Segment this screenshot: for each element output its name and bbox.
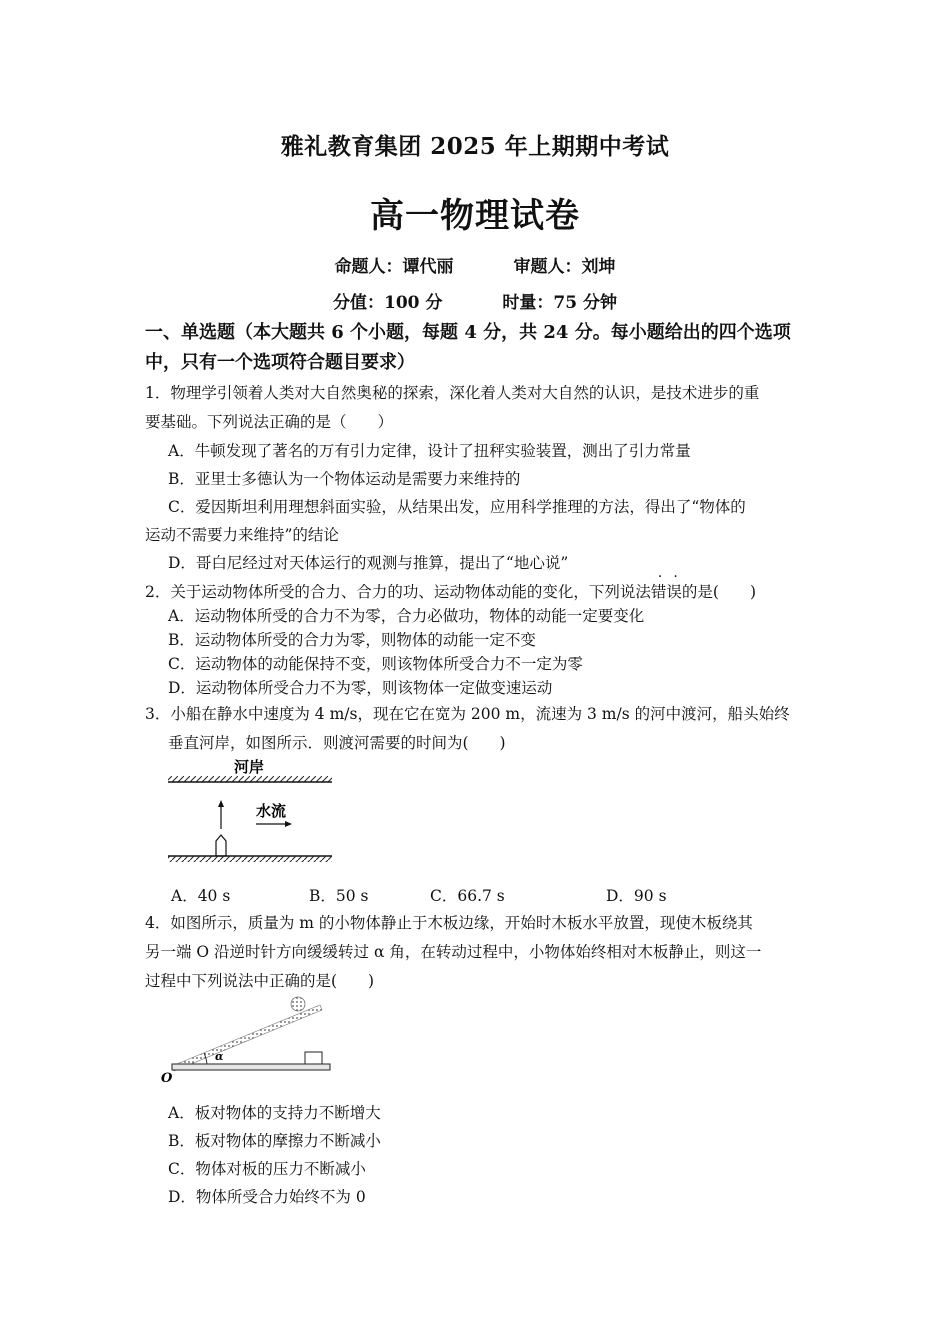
q1-stem-line2: 要基础。下列说法正确的是（ ） [145,413,394,431]
tilted-board [172,1005,322,1071]
q1-option-c-line1: C．爱因斯坦利用理想斜面实验，从结果出发，应用科学推理的方法，得出了“物体的 [168,498,746,516]
q3-option-d: D．90 s [606,887,667,905]
horizontal-board [172,1064,330,1070]
flow-arrow-head [285,821,292,827]
block-on-tilted-board [291,997,305,1011]
q2-stem-after: 的是( ) [681,583,757,601]
boat [216,835,226,856]
q1-option-c-line2: 运动不需要力来维持”的结论 [145,526,339,544]
reviewer: 审题人：刘坤 [513,257,616,277]
q2-option-d: D．运动物体所受合力不为零，则该物体一定做变速运动 [168,679,553,697]
river-bank-label: 河岸 [234,758,265,776]
river-figure [160,752,340,877]
q1-option-d: D．哥白尼经过对天体运行的观测与推算，提出了“地心说” [168,554,569,572]
upper-bank-hatch [168,776,332,782]
score: 分值：100 分 [333,293,443,313]
q3-option-c: C．66.7 s [430,887,505,905]
time: 时量：75 分钟 [502,293,617,313]
q2-stem-before: 2．关于运动物体所受的合力、合力的功、运动物体动能的变化，下列说法 [145,583,651,601]
q4-stem-line1: 4．如图所示，质量为 m 的小物体静止于木板边缘，开始时木板水平放置，现使木板绕其 [145,914,753,932]
water-flow-label: 水流 [256,802,287,820]
q2-stem [145,580,756,602]
q3-option-b: B．50 s [309,887,369,905]
lower-bank-hatch [168,856,332,862]
q4-stem-line2: 另一端 O 沿逆时针方向缓缓转过 α 角，在转动过程中，小物体始终相对木板静止，则这一 [145,943,762,961]
exam-school-title: 雅礼教育集团 2025 年上期期中考试 [280,133,670,160]
q4-option-b: B．板对物体的摩擦力不断减小 [168,1132,381,1150]
q3-stem-line1: 3．小船在静水中速度为 4 m/s，现在它在宽为 200 m，流速为 3 m/s 的河中渡河，船头始终 [145,705,790,723]
q4-stem-line3: 过程中下列说法中正确的是( ) [145,972,375,990]
score-time-line [0,288,950,313]
q4-option-a: A．板对物体的支持力不断增大 [168,1104,381,1122]
author-line [0,252,950,277]
q4-option-c: C．物体对板的压力不断减小 [168,1160,366,1178]
section-heading [145,318,815,378]
q2-option-c: C．运动物体的动能保持不变，则该物体所受合力不一定为零 [168,655,583,673]
q2-emphasis-2: 误 [666,583,682,601]
q1-option-a: A．牛顿发现了著名的万有引力定律，设计了扭秤实验装置，测出了引力常量 [168,442,691,460]
q4-option-d: D．物体所受合力始终不为 0 [168,1188,366,1206]
section-heading-line2: 中，只有一个选项符合题目要求） [145,352,415,373]
paper-title: 高一物理试卷 [370,196,580,236]
q1-stem-line1: 1．物理学引领着人类对大自然奥秘的探索，深化着人类对大自然的认识，是技术进步的重 [145,384,760,402]
angle-label: α [215,1050,224,1063]
section-heading-line1: 一、单选题（本大题共 6 个小题，每题 4 分，共 24 分。每小题给出的四个选项 [145,322,791,343]
q3-option-a: A．40 s [171,887,231,905]
origin-label: O [161,1071,173,1086]
board-figure [155,992,340,1087]
q3-stem-line2: 垂直河岸，如图所示．则渡河需要的时间为( ) [168,734,506,752]
block-on-horizontal-board [305,1052,322,1064]
q2-option-a: A．运动物体所受的合力不为零，合力必做功，物体的动能一定要变化 [168,607,645,625]
q2-option-b: B．运动物体所受的合力为零，则物体的动能一定不变 [168,631,536,649]
setter: 命题人：谭代丽 [334,257,454,277]
q2-emphasis-1: 错 [650,583,667,601]
q1-option-b: B．亚里士多德认为一个物体运动是需要力来维持的 [168,470,521,488]
boat-velocity-head [218,800,224,807]
